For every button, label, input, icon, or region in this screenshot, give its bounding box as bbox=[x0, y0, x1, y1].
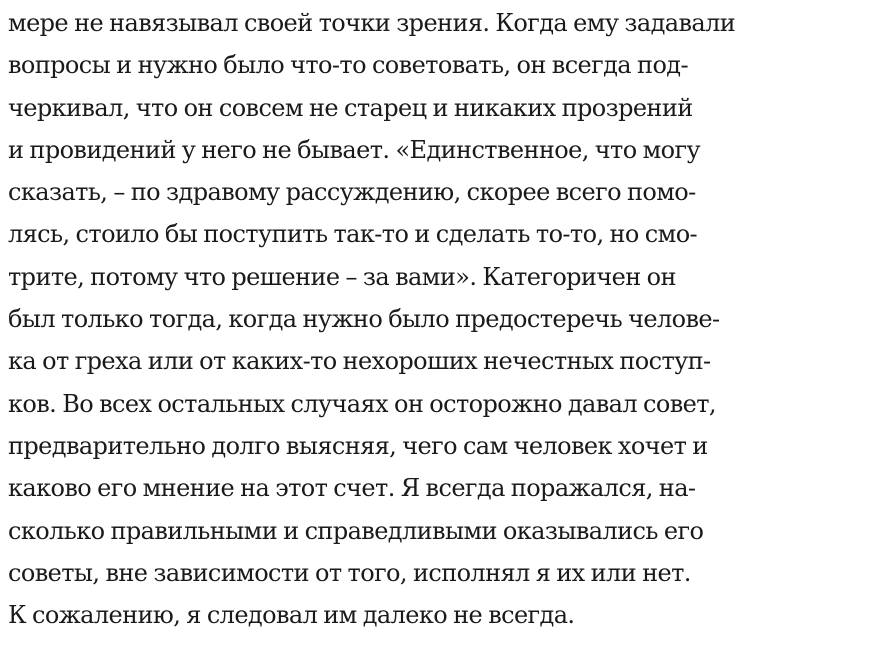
text-line: черкивал, что он совсем не старец и никаких прозрений bbox=[8, 93, 693, 122]
text-line: вопросы и нужно было что-то советовать, он всегда под- bbox=[8, 51, 688, 80]
text-line: ка от греха или от каких-то нехороших нечестных поступ- bbox=[8, 347, 711, 376]
text-line: К сожалению, я следовал им далеко не всегда. bbox=[8, 601, 575, 630]
text-line: трите, потому что решение – за вами». Категоричен он bbox=[8, 262, 676, 291]
text-line: сказать, – по здравому рассуждению, скорее всего помо- bbox=[8, 178, 696, 207]
text-line: лясь, стоило бы поступить так-то и сделать то-то, но смо- bbox=[8, 220, 698, 249]
text-line: был только тогда, когда нужно было предостеречь челове- bbox=[8, 305, 720, 334]
text-line: ков. Во всех остальных случаях он осторожно давал совет, bbox=[8, 389, 716, 418]
text-line: предварительно долго выясняя, чего сам человек хочет и bbox=[8, 431, 708, 460]
text-line: мере не навязывал своей точки зрения. Когда ему задавали bbox=[8, 9, 736, 37]
text-line: советы, вне зависимости от того, исполнял я их или нет. bbox=[8, 558, 691, 587]
text-line: и провидений у него не бывает. «Единственное, что могу bbox=[8, 135, 701, 164]
text-line: сколько правильными и справедливыми оказывались его bbox=[8, 516, 704, 545]
text-line: каково его мнение на этот счет. Я всегда поражался, на- bbox=[8, 474, 696, 503]
paragraph bbox=[8, 2, 877, 636]
